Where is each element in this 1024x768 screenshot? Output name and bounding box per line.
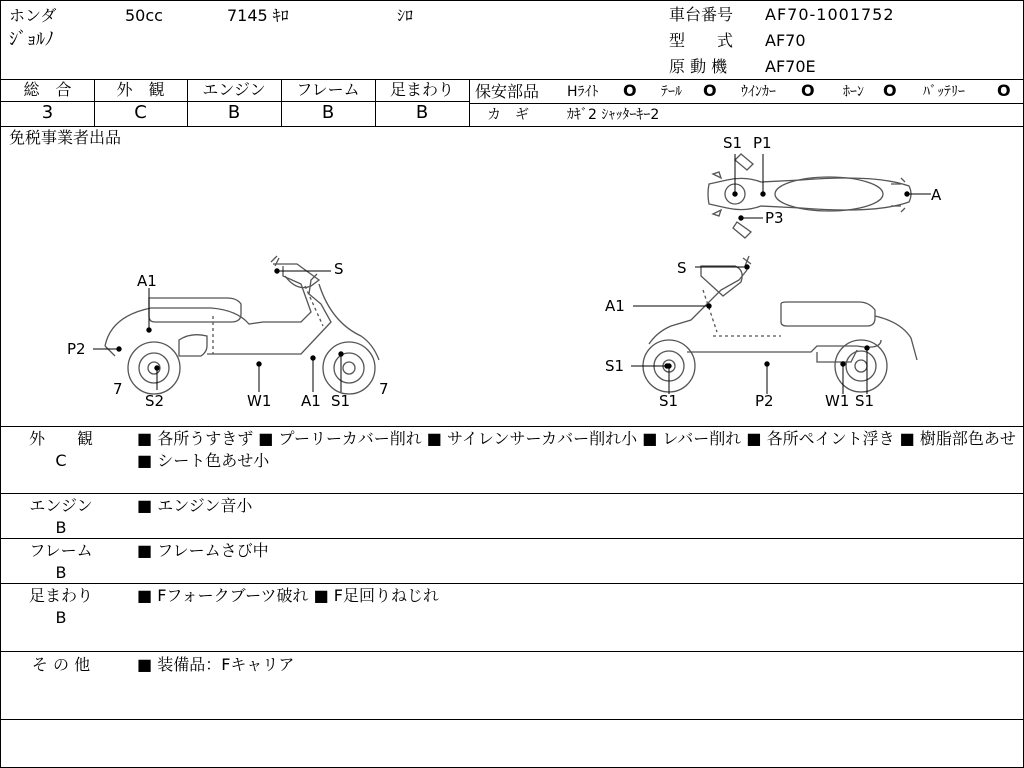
label-s1-top: S1 [723, 134, 743, 152]
remark-grade: C [55, 451, 67, 470]
remark-grade: B [55, 608, 67, 627]
label-s1-right-bottom: S1 [659, 392, 679, 410]
remark-other [1, 654, 1024, 718]
engine-label: 原 動 機 [669, 57, 728, 76]
label-p3-top: P3 [765, 209, 784, 227]
frame-grade-value: B [321, 102, 335, 123]
remark-exterior [1, 428, 1024, 492]
label-w1-right: W1 [825, 392, 850, 410]
maker: ホンダ [9, 6, 57, 25]
divider [1, 426, 1024, 427]
battery-label: ﾊﾞｯﾃﾘｰ [923, 84, 965, 100]
headlight-status: O [623, 81, 637, 100]
chassis-label: 車台番号 [669, 5, 734, 24]
remark-grade: B [55, 563, 67, 582]
engine-grade-label: エンジン [202, 80, 266, 99]
divider [1, 583, 1024, 584]
winker-status: O [801, 81, 815, 100]
divider [1, 493, 1024, 494]
remark-text: ■ エンジン音小 [137, 496, 253, 515]
taillight-status: O [703, 81, 717, 100]
color: ｼﾛ [397, 6, 414, 25]
displacement: 50cc [125, 6, 163, 25]
divider [469, 103, 1024, 104]
remark-text: ■ フレームさび中 [137, 541, 269, 560]
label-a1-bottom: A1 [301, 392, 321, 410]
label-p2-right: P2 [755, 392, 774, 410]
remark-text: ■ Fフォークブーツ破れ ■ F足回りねじれ [137, 586, 439, 605]
label-s-right: S [677, 259, 687, 277]
divider [1, 538, 1024, 539]
overall-label: 総 合 [23, 80, 72, 99]
remark-suspension [1, 585, 1024, 649]
taillight-label: ﾃｰﾙ [661, 84, 682, 100]
label-seven-left: 7 [113, 380, 123, 398]
remark-label: フレーム [29, 541, 93, 560]
engine-value: AF70E [765, 57, 816, 76]
remark-label: そ の 他 [31, 655, 91, 674]
type-label: 型 式 [669, 31, 734, 50]
label-a1-right: A1 [605, 297, 625, 315]
frame-grade-label: フレーム [296, 80, 360, 99]
label-a-top: A [931, 186, 942, 204]
label-s1: S1 [331, 392, 351, 410]
engine-grade-value: B [227, 102, 241, 123]
overall-value: 3 [41, 102, 54, 123]
winker-label: ｳｲﾝｶｰ [741, 84, 776, 100]
horn-status: O [883, 81, 897, 100]
label-s1-right-rear: S1 [855, 392, 875, 410]
remark-grade: B [55, 518, 67, 537]
exterior-value: C [134, 102, 147, 123]
remark-engine [1, 495, 1024, 537]
suspension-grade-value: B [415, 102, 429, 123]
label-s: S [334, 260, 344, 278]
exterior-label: 外 観 [116, 80, 165, 99]
label-a1: A1 [137, 272, 157, 290]
label-s2: S2 [145, 392, 165, 410]
suspension-grade-label: 足まわり [389, 80, 454, 99]
remark-frame [1, 540, 1024, 582]
horn-label: ﾎｰﾝ [843, 84, 864, 100]
scooter-diagram [1, 126, 1024, 426]
scooter-top-view [708, 154, 911, 238]
remark-text: ■ 装備品：Fキャリア [137, 655, 295, 674]
divider [469, 79, 470, 126]
label-s1-right: S1 [605, 357, 625, 375]
safety-label: 保安部品 [475, 82, 540, 101]
remark-label: エンジン [29, 496, 93, 515]
exempt-note: 免税事業者出品 [9, 128, 122, 147]
model-name: ｼﾞｮﾙﾉ [9, 29, 54, 50]
key-value: ｶｷﾞ2 ｼｬｯﾀｰｷｰ2 [567, 107, 660, 123]
label-seven-right: 7 [379, 380, 389, 398]
remark-text: ■ 各所うすきず ■ プーリーカバー削れ ■ サイレンサーカバー削れ小 ■ レバー削れ ■ 各所ペイント浮き ■ 樹脂部色あせ ■ シート色あせ小 [137, 429, 1016, 470]
divider [1, 651, 1024, 652]
key-label: カ ギ [487, 107, 529, 123]
label-p2: P2 [67, 340, 86, 358]
label-w1: W1 [247, 392, 272, 410]
type-value: AF70 [765, 31, 806, 50]
label-p1-top: P1 [753, 134, 772, 152]
chassis-value: AF70-1001752 [765, 5, 895, 24]
remark-label: 足まわり [28, 586, 93, 605]
headlight-label: Hﾗｲﾄ [567, 84, 599, 100]
mileage: 7145 ｷﾛ [227, 6, 289, 25]
battery-status: O [997, 81, 1011, 100]
remark-label: 外 観 [28, 429, 93, 448]
divider [1, 719, 1024, 720]
